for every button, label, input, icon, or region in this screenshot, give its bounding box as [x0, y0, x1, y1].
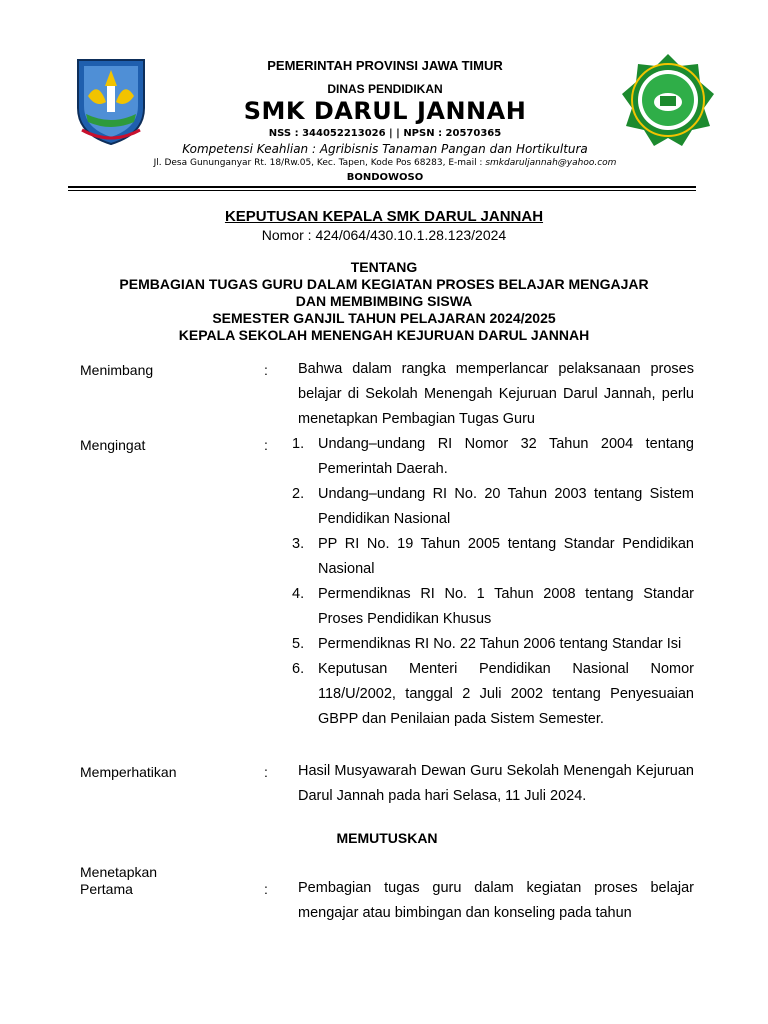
- email-text: smkdaruljannah@yahoo.com: [485, 158, 617, 168]
- list-item-text: Permendiknas RI No. 22 Tahun 2006 tentang Standar Isi: [318, 636, 682, 652]
- menimbang-colon: :: [264, 362, 268, 378]
- list-item: [292, 482, 694, 532]
- tentang-heading: TENTANG: [350, 259, 418, 275]
- pertama-label: Pertama: [80, 881, 133, 897]
- kompetensi-line: Kompetensi Keahlian : Agribisnis Tanaman Pangan dan Hortikultura: [182, 142, 588, 156]
- list-item-text: Permendiknas RI No. 1 Tahun 2008 tentang Standar Proses Pendidikan Khusus: [318, 586, 694, 627]
- list-item-number: 5.: [292, 636, 305, 652]
- memperhatikan-label: Memperhatikan: [80, 764, 177, 780]
- subject-line-3: SEMESTER GANJIL TAHUN PELAJARAN 2024/2025: [212, 310, 556, 326]
- list-item-text: PP RI No. 19 Tahun 2005 tentang Standar Pendidikan Nasional: [318, 536, 694, 577]
- list-item-text: Keputusan Menteri Pendidikan Nasional Nomor 118/U/2002, tanggal 2 Juli 2002 tentang Penyesuaian GBPP dan Penilaian pada Sistem Semester.: [318, 661, 694, 727]
- school-name: SMK DARUL JANNAH: [243, 97, 527, 125]
- mengingat-list: [292, 432, 694, 732]
- subject-line-4: KEPALA SEKOLAH MENENGAH KEJURUAN DARUL JANNAH: [178, 327, 590, 343]
- list-item: [292, 582, 694, 632]
- subject-line-1: PEMBAGIAN TUGAS GURU DALAM KEGIATAN PROSES BELAJAR MENGAJAR: [119, 276, 649, 292]
- city-line: BONDOWOSO: [346, 172, 424, 183]
- pertama-text: Pembagian tugas guru dalam kegiatan proses belajar mengajar atau bimbingan dan konseling pada tahun: [298, 880, 694, 921]
- nss-npsn-line: NSS : 344052213026 | | NPSN : 20570365: [268, 128, 502, 139]
- memutuskan-heading: MEMUTUSKAN: [336, 830, 438, 846]
- subject-line-2: DAN MEMBIMBING SISWA: [295, 293, 473, 309]
- list-item-number: 2.: [292, 486, 305, 502]
- department-line: DINAS PENDIDIKAN: [327, 82, 443, 96]
- memperhatikan-text: Hasil Musyawarah Dewan Guru Sekolah Menengah Kejuruan Darul Jannah pada hari Selasa, 11 Juli 2024.: [298, 763, 694, 804]
- address-text: Jl. Desa Gununganyar Rt. 18/Rw.05, Kec. Tapen, Kode Pos 68283, E-mail :: [153, 158, 486, 168]
- list-item-number: 6.: [292, 661, 305, 677]
- list-item: [292, 657, 694, 732]
- menimbang-label: Menimbang: [80, 362, 154, 378]
- letterhead-rule-thick: [68, 186, 696, 188]
- list-item-text: Undang–undang RI No. 20 Tahun 2003 tentang Sistem Pendidikan Nasional: [318, 486, 694, 527]
- letterhead-rule-thin: [68, 190, 696, 191]
- mengingat-colon: :: [264, 437, 268, 453]
- menimbang-text: Bahwa dalam rangka memperlancar pelaksanaan proses belajar di Sekolah Menengah Kejuruan Darul Jannah, perlu menetapkan Pembagian Tugas Guru: [298, 361, 694, 427]
- pertama-colon: :: [264, 881, 268, 897]
- decree-number: Nomor : 424/064/430.10.1.28.123/2024: [261, 227, 507, 243]
- list-item-number: 1.: [292, 436, 305, 452]
- memperhatikan-colon: :: [264, 764, 268, 780]
- menetapkan-label: Menetapkan: [80, 864, 158, 880]
- list-item-number: 4.: [292, 586, 305, 602]
- mengingat-label: Mengingat: [80, 437, 146, 453]
- list-item: [292, 532, 694, 582]
- list-item-number: 3.: [292, 536, 305, 552]
- decree-heading: KEPUTUSAN KEPALA SMK DARUL JANNAH: [224, 208, 544, 225]
- list-item-text: Undang–undang RI Nomor 32 Tahun 2004 tentang Pemerintah Daerah.: [318, 436, 694, 477]
- address-line: [130, 158, 640, 168]
- list-item: [292, 432, 694, 482]
- list-item: [292, 632, 694, 657]
- government-line: PEMERINTAH PROVINSI JAWA TIMUR: [267, 58, 503, 73]
